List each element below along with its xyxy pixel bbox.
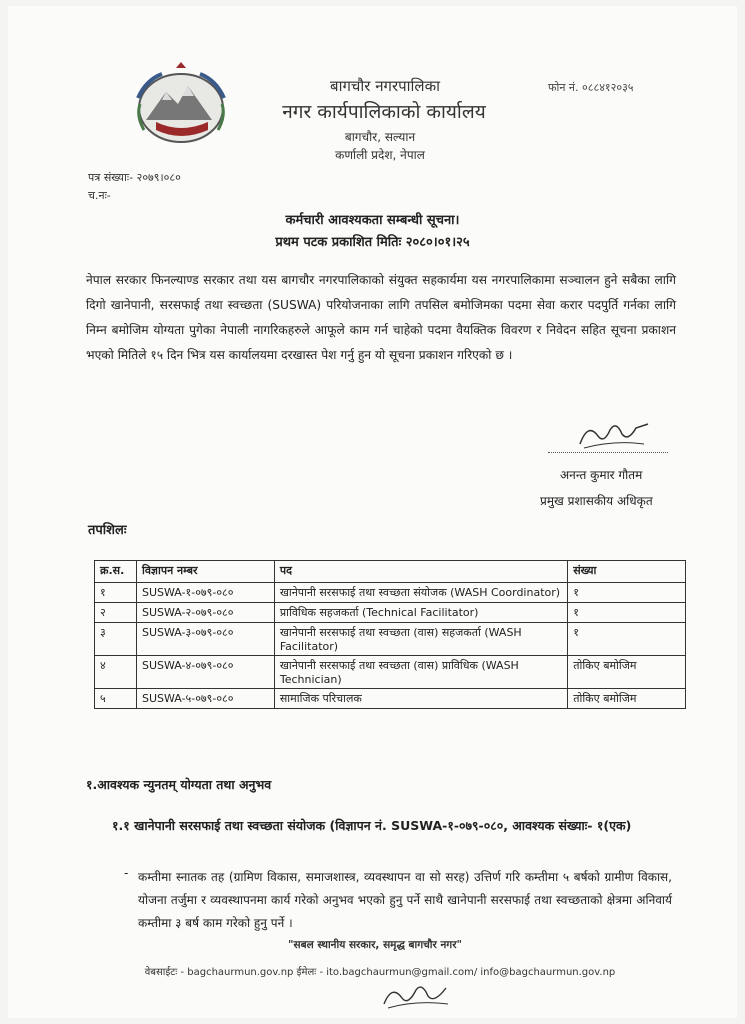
vacancy-table: [94, 560, 686, 709]
office-location: बागचौर, सल्यान: [344, 130, 416, 144]
table-cell: २: [95, 603, 137, 623]
qualification-bullet: कम्तीमा स्नातक तह (ग्रामिण विकास, समाजशास्त्र, व्यवस्थापन वा सो सरह) उत्तिर्ण गरि कम्तीमा ५ बर्षको ग्रामीण विकास, योजना तर्जुमा र व्यवस्थापनमा कार्य गरेको अनुभव भएको हुनु पर्ने साथै खानेपानी सरसफाई तथा स्वच्छताको क्षेत्रमा अनिवार्य कम्तीमा ३ बर्ष काम गरेको हुनु पर्ने ।: [138, 870, 672, 930]
schedule-heading: तपशिलः: [88, 523, 127, 538]
table-cell: १: [568, 583, 686, 603]
dispatch-number: च.नः-: [88, 189, 111, 202]
table-cell: तोकिए बमोजिम: [568, 689, 686, 709]
letter-number: पत्र संख्याः- २०७९।०८०: [88, 171, 181, 184]
table-cell: सामाजिक परिचालक: [274, 689, 567, 709]
signatory-designation: प्रमुख प्रशासकीय अधिकृत: [540, 494, 653, 508]
table-row: [95, 603, 686, 623]
column-header: विज्ञापन नम्बर: [136, 561, 274, 583]
table-cell: खानेपानी सरसफाई तथा स्वच्छता (वास) प्राविधिक (WASH Technician): [274, 656, 567, 689]
table-row: [95, 656, 686, 689]
table-cell: खानेपानी सरसफाई तथा स्वच्छता (वास) सहजकर्ता (WASH Facilitator): [274, 623, 567, 656]
table-cell: १: [95, 583, 137, 603]
footer-contact: वेबसाईटः - bagchaurmun.gov.np ईमेलः - ito.bagchaurmun@gmail.com/ info@bagchaurmun.gov.np: [144, 967, 616, 978]
table-cell: SUSWA-४-०७९-०८०: [136, 656, 274, 689]
table-cell: प्राविधिक सहजकर्ता (Technical Facilitator): [274, 603, 567, 623]
qualification-subheading: १.१ खानेपानी सरसफाई तथा स्वच्छता संयोजक (विज्ञापन नं. SUSWA-१-०७९-०८०, आवश्यक संख्याः- १(एक): [112, 818, 632, 833]
table-cell: SUSWA-१-०७९-०८०: [136, 583, 274, 603]
column-header: पद: [274, 561, 567, 583]
column-header: संख्या: [568, 561, 686, 583]
table-cell: SUSWA-५-०७९-०८०: [136, 689, 274, 709]
table-cell: १: [568, 603, 686, 623]
signature-icon: [574, 414, 654, 454]
table-cell: खानेपानी सरसफाई तथा स्वच्छता संयोजक (WASH Coordinator): [274, 583, 567, 603]
office-province: कर्णाली प्रदेश, नेपाल: [335, 148, 425, 162]
table-row: [95, 689, 686, 709]
footer-signature-icon: [376, 978, 456, 1012]
table-cell: तोकिए बमोजिम: [568, 656, 686, 689]
bullet-dash: -: [124, 866, 129, 880]
nepal-government-emblem: [126, 60, 236, 150]
table-row: [95, 583, 686, 603]
signatory-name: अनन्त कुमार गौतम: [560, 468, 643, 482]
publication-date: प्रथम पटक प्रकाशित मितिः २०८०।०१।२५: [275, 235, 470, 250]
signature-line: [548, 452, 668, 453]
municipality-name: बागचौर नगरपालिका: [330, 77, 440, 95]
table-cell: ३: [95, 623, 137, 656]
table-cell: १: [568, 623, 686, 656]
table-cell: ५: [95, 689, 137, 709]
phone-number: फोन नं. ०८८४१२०३५: [548, 81, 634, 94]
office-name: नगर कार्यपालिकाको कार्यालय: [282, 101, 486, 123]
notice-title: कर्मचारी आवश्यकता सम्बन्धी सूचना।: [285, 213, 460, 228]
table-header-row: [95, 561, 686, 583]
column-header: क्र.स.: [95, 561, 137, 583]
table-cell: SUSWA-२-०७९-०८०: [136, 603, 274, 623]
footer-motto: "सबल स्थानीय सरकार, समृद्ध बागचौर नगर": [288, 939, 462, 951]
qualification-heading: १.आवश्यक न्युनतम् योग्यता तथा अनुभव: [86, 777, 272, 792]
table-cell: SUSWA-३-०७९-०८०: [136, 623, 274, 656]
table-cell: ४: [95, 656, 137, 689]
table-row: [95, 623, 686, 656]
notice-body: नेपाल सरकार फिनल्याण्ड सरकार तथा यस बागचौर नगरपालिकाको संयुक्त सहकार्यमा यस नगरपालिकामा सञ्चालन हुने सबैका लागि दिगो खानेपानी, सरसफाई तथा स्वच्छता (SUSWA) परियोजनाका लागि तपसिल बमोजिमका पदमा सेवा करार पदपुर्ति गर्नका लागि निम्न बमोजिम योग्यता पुगेका नेपाली नागरिकहरुले आफूले काम गर्न चाहेको पदमा वैयक्तिक विवरण र निवेदन सहित सूचना प्रकाशन भएको मितिले १५ दिन भित्र यस कार्यालयमा दरखास्त पेश गर्नु हुन यो सूचना प्रकाशन गरिएको छ ।: [86, 273, 676, 362]
